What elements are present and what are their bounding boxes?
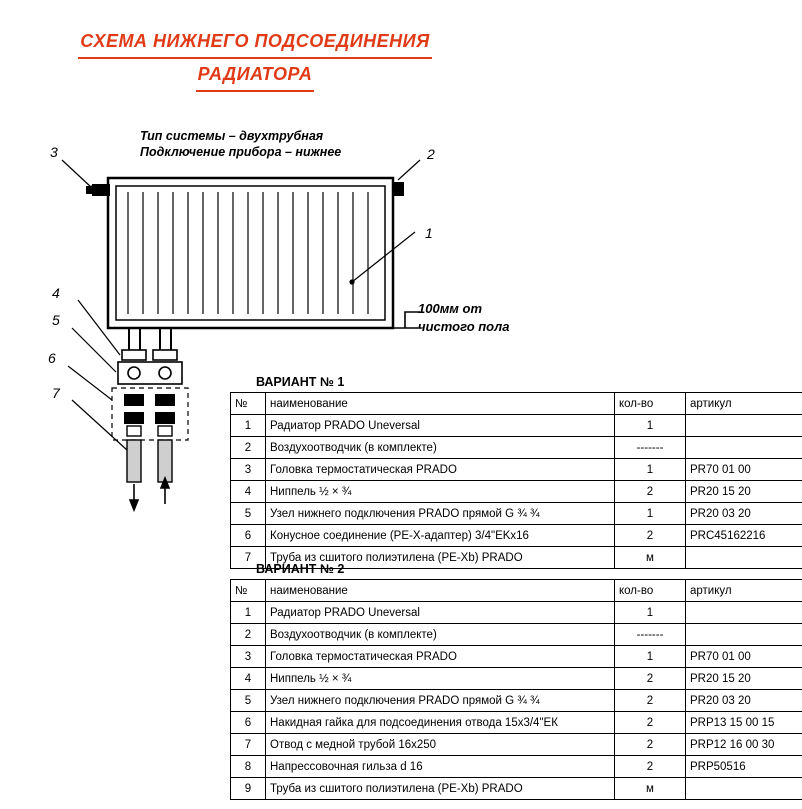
cell-qty: 1 <box>615 459 686 481</box>
cell-qty: ------- <box>615 624 686 646</box>
cell-article: PRP13 15 00 15 <box>686 712 802 734</box>
cell-name: Накидная гайка для подсоединения отвода 15х3/4"ЕК <box>266 712 615 734</box>
cell-number: 5 <box>231 690 266 712</box>
cell-qty: м <box>615 547 686 569</box>
page-title <box>40 26 470 92</box>
cell-article: PR20 03 20 <box>686 690 802 712</box>
cell-number: 2 <box>231 624 266 646</box>
cell-number: 1 <box>231 415 266 437</box>
header-article: артикул <box>686 393 802 415</box>
table-row <box>231 690 802 712</box>
cell-qty: ------- <box>615 437 686 459</box>
cell-name: Головка термостатическая PRADO <box>266 646 615 668</box>
cell-qty: 2 <box>615 481 686 503</box>
cell-name: Радиатор PRADO Uneversal <box>266 602 615 624</box>
variant-1-label: ВАРИАНТ № 1 <box>256 375 345 389</box>
cell-number: 3 <box>231 646 266 668</box>
cell-qty: 2 <box>615 668 686 690</box>
callout-3: 3 <box>50 144 58 160</box>
cell-article: PRP50516 <box>686 756 802 778</box>
cell-name: Труба из сшитого полиэтилена (PE-Xb) PRADO <box>266 778 615 800</box>
system-note-line-1: Тип системы – двухтрубная <box>140 129 324 143</box>
cell-name: Конусное соединение (PE-X-адаптер) 3/4"EKx16 <box>266 525 615 547</box>
header-number: № <box>231 393 266 415</box>
cell-name: Ниппель ½ × ¾ <box>266 668 615 690</box>
cell-name: Головка термостатическая PRADO <box>266 459 615 481</box>
cell-article: PR20 15 20 <box>686 668 802 690</box>
system-note-line-2: Подключение прибора – нижнее <box>140 145 342 159</box>
callout-5: 5 <box>52 312 60 328</box>
cell-qty: 2 <box>615 712 686 734</box>
table-row <box>231 437 802 459</box>
cell-name: Узел нижнего подключения PRADO прямой G ¾ ¾ <box>266 690 615 712</box>
cell-qty: 2 <box>615 525 686 547</box>
cell-qty: 1 <box>615 602 686 624</box>
cell-qty: 2 <box>615 756 686 778</box>
header-qty: кол-во <box>615 580 686 602</box>
table-row <box>231 756 802 778</box>
cell-number: 2 <box>231 437 266 459</box>
cell-name: Отвод с медной трубой 16х250 <box>266 734 615 756</box>
cell-name: Радиатор PRADO Uneversal <box>266 415 615 437</box>
cell-number: 8 <box>231 756 266 778</box>
callout-4: 4 <box>52 285 60 301</box>
variant-2-block <box>230 562 775 800</box>
variant-1-table <box>230 392 802 569</box>
cell-qty: 1 <box>615 646 686 668</box>
cell-article <box>686 602 802 624</box>
cell-number: 7 <box>231 547 266 569</box>
floor-distance-line-1: 100мм от <box>418 301 483 316</box>
header-qty: кол-во <box>615 393 686 415</box>
callout-2: 2 <box>427 146 435 162</box>
variant-1-block <box>230 375 775 569</box>
table-row <box>231 525 802 547</box>
header-article: артикул <box>686 580 802 602</box>
table-row <box>231 734 802 756</box>
cell-number: 3 <box>231 459 266 481</box>
cell-name: Воздухоотводчик (в комплекте) <box>266 624 615 646</box>
cell-article <box>686 415 802 437</box>
table-row <box>231 712 802 734</box>
cell-article <box>686 437 802 459</box>
table-row <box>231 503 802 525</box>
cell-number: 4 <box>231 481 266 503</box>
cell-name: Напрессовочная гильза d 16 <box>266 756 615 778</box>
table-row <box>231 624 802 646</box>
cell-article: PR20 03 20 <box>686 503 802 525</box>
page-title-line-1: СХЕМА НИЖНЕГО ПОДСОЕДИНЕНИЯ <box>78 26 431 59</box>
cell-article: PRP12 16 00 30 <box>686 734 802 756</box>
table-header-row <box>231 580 802 602</box>
header-number: № <box>231 580 266 602</box>
cell-name: Воздухоотводчик (в комплекте) <box>266 437 615 459</box>
table-row <box>231 481 802 503</box>
cell-number: 6 <box>231 525 266 547</box>
cell-number: 9 <box>231 778 266 800</box>
table-header-row <box>231 393 802 415</box>
callout-1: 1 <box>425 225 433 241</box>
cell-qty: 2 <box>615 734 686 756</box>
table-row <box>231 459 802 481</box>
cell-number: 1 <box>231 602 266 624</box>
table-row <box>231 415 802 437</box>
table-row <box>231 646 802 668</box>
header-name: наименование <box>266 580 615 602</box>
page-title-line-2: РАДИАТОРА <box>196 59 315 92</box>
table-row <box>231 668 802 690</box>
table-row <box>231 602 802 624</box>
cell-article: PR20 15 20 <box>686 481 802 503</box>
variant-2-table <box>230 579 802 800</box>
header-name: наименование <box>266 393 615 415</box>
cell-name: Узел нижнего подключения PRADO прямой G ¾ ¾ <box>266 503 615 525</box>
callout-6: 6 <box>48 350 56 366</box>
cell-qty: 1 <box>615 415 686 437</box>
callout-7: 7 <box>52 385 60 401</box>
cell-qty: 2 <box>615 690 686 712</box>
cell-name: Ниппель ½ × ¾ <box>266 481 615 503</box>
cell-name: Труба из сшитого полиэтилена (PE-Xb) PRADO <box>266 547 615 569</box>
cell-number: 7 <box>231 734 266 756</box>
table-row <box>231 778 802 800</box>
cell-number: 4 <box>231 668 266 690</box>
cell-article <box>686 778 802 800</box>
cell-qty: 1 <box>615 503 686 525</box>
variant-2-label: ВАРИАНТ № 2 <box>256 562 345 576</box>
cell-article <box>686 624 802 646</box>
cell-number: 6 <box>231 712 266 734</box>
cell-article: PRC45162216 <box>686 525 802 547</box>
cell-article: PR70 01 00 <box>686 459 802 481</box>
cell-article: PR70 01 00 <box>686 646 802 668</box>
floor-distance-line-2: чистого пола <box>418 319 510 334</box>
cell-qty: м <box>615 778 686 800</box>
cell-number: 5 <box>231 503 266 525</box>
